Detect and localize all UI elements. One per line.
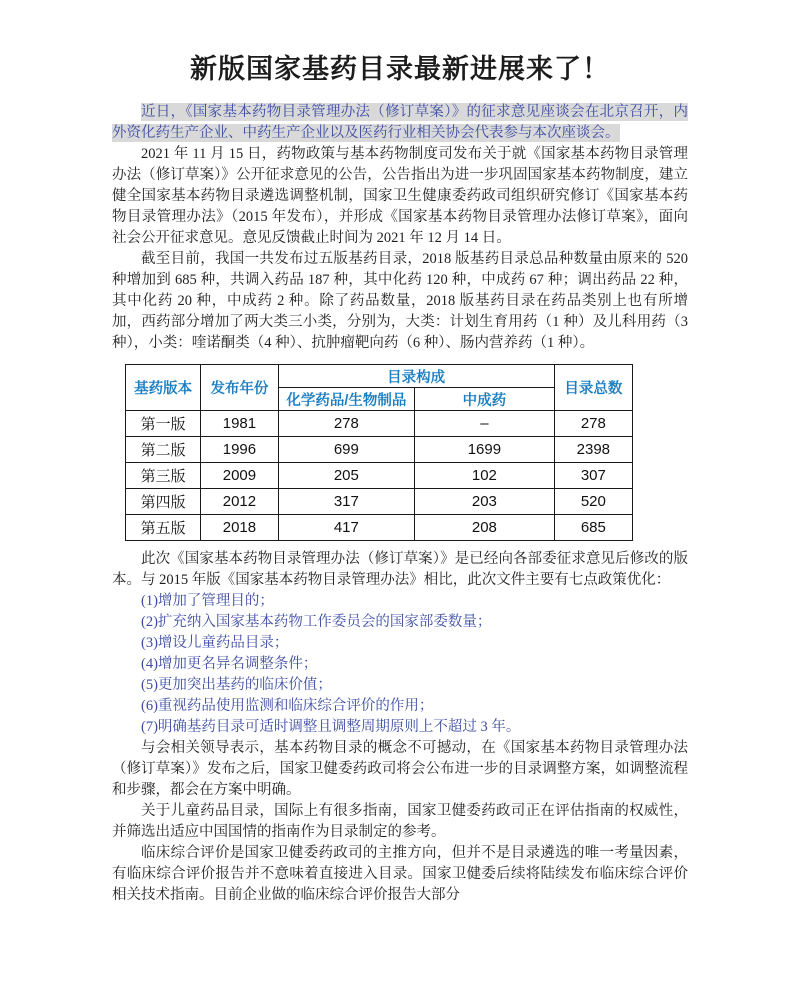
cell-version: 第二版	[126, 437, 201, 463]
table-row	[126, 489, 633, 515]
cell-tcm: –	[415, 411, 555, 437]
cell-version: 第四版	[126, 489, 201, 515]
cell-total: 307	[554, 463, 632, 489]
table-row	[126, 437, 633, 463]
cell-year: 1996	[201, 437, 278, 463]
cell-chemical: 278	[278, 411, 415, 437]
header-tcm: 中成药	[415, 388, 555, 411]
drug-list-versions-table	[125, 364, 633, 541]
cell-chemical: 417	[278, 515, 415, 541]
table-row	[126, 411, 633, 437]
policy-item-7: (7)明确基药目录可适时调整且调整周期原则上不超过 3 年。	[141, 719, 521, 735]
policy-item-3: (3)增设儿童药品目录；	[141, 635, 289, 651]
cell-version: 第一版	[126, 411, 201, 437]
cell-tcm: 208	[415, 515, 555, 541]
cell-chemical: 317	[278, 489, 415, 515]
policy-item-6: (6)重视药品使用监测和临床综合评价的作用；	[141, 698, 434, 714]
policy-item-2: (2)扩充纳入国家基本药物工作委员会的国家部委数量；	[141, 614, 492, 630]
cell-year: 2012	[201, 489, 278, 515]
cell-total: 520	[554, 489, 632, 515]
cell-version: 第三版	[126, 463, 201, 489]
cell-tcm: 203	[415, 489, 555, 515]
table-row	[126, 515, 633, 541]
cell-total: 2398	[554, 437, 632, 463]
table-row	[126, 463, 633, 489]
cell-tcm: 1699	[415, 437, 555, 463]
cell-total: 685	[554, 515, 632, 541]
cell-version: 第五版	[126, 515, 201, 541]
paragraph-history: 截至目前，我国一共发布过五版基药目录，2018 版基药目录总品种数量由原来的 520 种增加到 685 种，共调入药品 187 种，其中化药 120 种，中成药 67 种；调出药品 22 种，其中化药 20 种，中成药 2 种。除了药品数量，2018 版基药目录在药品类别上也有所增加，西药部分增加了两大类三小类，分别为，大类：计划生育用药（1 种）及儿科用药（3 种），小类：喹诺酮类（4 种）、抗肿瘤靶向药（6 种）、肠内营养药（1 种）。	[112, 251, 688, 351]
table-header	[126, 365, 633, 411]
cell-year: 2018	[201, 515, 278, 541]
header-version: 基药版本	[126, 365, 201, 411]
policy-item-4: (4)增加更名异名调整条件；	[141, 656, 318, 672]
cell-tcm: 102	[415, 463, 555, 489]
policy-item-5: (5)更加突出基药的临床价值；	[141, 677, 332, 693]
header-total: 目录总数	[554, 365, 632, 411]
cell-chemical: 205	[278, 463, 415, 489]
paragraph-announcement: 2021 年 11 月 15 日，药物政策与基本药物制度司发布关于就《国家基本药物目录管理办法（修订草案）》公开征求意见的公告，公告指出为进一步巩固国家基本药物制度，建立健全国家基本药物目录遴选调整机制，国家卫生健康委药政司组织研究修订《国家基本药物目录管理办法》（2015 年发布），并形成《国家基本药物目录管理办法修订草案》，面向社会公开征求意见。意见反馈截止时间为 2021 年 12 月 14 日。	[112, 146, 688, 246]
header-chemical: 化学药品/生物制品	[278, 388, 415, 411]
article-title: 新版国家基药目录最新进展来了！	[190, 54, 610, 84]
cell-year: 2009	[201, 463, 278, 489]
highlighted-text: 近日，《国家基本药物目录管理办法（修订草案）》的征求意见座谈会在北京召开，内外资化药生产企业、中药生产企业以及医药行业相关协会代表参与本次座谈会。	[112, 104, 688, 141]
cell-total: 278	[554, 411, 632, 437]
policy-item-1: (1)增加了管理目的；	[141, 593, 274, 609]
highlight-paragraph	[112, 102, 688, 144]
paragraph-revision-intro: 此次《国家基本药物目录管理办法（修订草案）》是已经向各部委征求意见后修改的版本。与 2015 年版《国家基本药物目录管理办法》相比，此次文件主要有七点政策优化：	[112, 551, 688, 588]
paragraph-clinical-evaluation: 临床综合评价是国家卫健委药政司的主推方向，但并不是目录遴选的唯一考量因素，有临床综合评价报告并不意味着直接进入目录。国家卫健委后续将陆续发布临床综合评价相关技术指南。目前企业做的临床综合评价报告大部分	[112, 845, 688, 903]
paragraph-children-catalog: 关于儿童药品目录，国际上有很多指南，国家卫健委药政司正在评估指南的权威性，并筛选出适应中国国情的指南作为目录制定的参考。	[112, 803, 688, 840]
cell-chemical: 699	[278, 437, 415, 463]
header-year: 发布年份	[201, 365, 278, 411]
paragraph-leaders-remarks: 与会相关领导表示，基本药物目录的概念不可撼动，在《国家基本药物目录管理办法（修订草案）》发布之后，国家卫健委药政司将会公布进一步的目录调整方案，如调整流程和步骤，都会在方案中明确。	[112, 740, 688, 798]
cell-year: 1981	[201, 411, 278, 437]
header-composition: 目录构成	[278, 365, 554, 388]
